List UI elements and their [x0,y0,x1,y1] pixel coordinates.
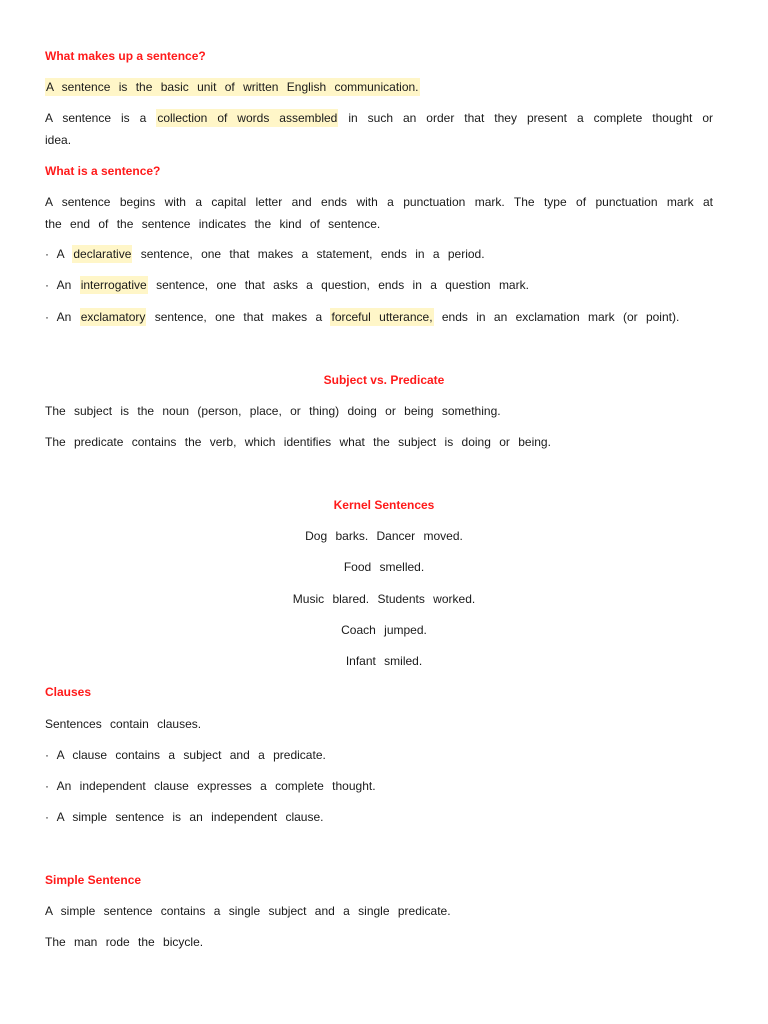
kernel-example: Dog barks. Dancer moved. [305,529,463,543]
kernel-example: Music blared. Students worked. [292,592,476,606]
text-fragment: sentence, one that asks a question, ends in a question mark. [147,278,529,292]
highlighted-term-forceful: forceful utterance, [331,310,433,324]
highlighted-term-interrogative: interrogative [80,278,147,292]
paragraph-clauses: Sentences contain clauses. [45,717,202,731]
paragraph-subject: The subject is the noun (person, place, or thing) doing or being something. [45,404,501,418]
bullet-exclamatory [45,309,713,325]
paragraph-collection-line2: idea. [45,133,72,147]
bullet-interrogative [45,277,713,293]
paragraph-predicate: The predicate contains the verb, which identifies what the subject is doing or being. [45,435,551,449]
bullet-independent-clause: · An independent clause expresses a complete thought. [45,779,376,793]
paragraph-example-bicycle: The man rode the bicycle. [45,935,204,949]
highlighted-sentence: A sentence is the basic unit of written English communication. [46,80,419,94]
text-fragment: · An [45,310,80,324]
kernel-example: Coach jumped. [341,623,427,637]
section-heading-what-makes-up: What makes up a sentence? [45,49,206,63]
bullet-simple-sentence: · A simple sentence is an independent clause. [45,810,324,824]
paragraph-collection-line1 [45,110,713,126]
highlighted-term-declarative: declarative [73,247,132,261]
highlighted-phrase: collection of words assembled [157,111,338,125]
text-fragment: sentence, one that makes a statement, ends in a period. [132,247,485,261]
paragraph-simple-definition: A simple sentence contains a single subject and a single predicate. [45,904,451,918]
text-fragment: sentence, one that makes a [146,310,331,324]
kernel-example: Infant smiled. [345,654,423,668]
section-heading-clauses: Clauses [45,685,92,699]
highlighted-term-exclamatory: exclamatory [80,310,146,324]
paragraph-capital-line1: A sentence begins with a capital letter and ends with a punctuation mark. The type of punctuation mark at [45,195,713,209]
text-fragment: A sentence is a [45,111,157,125]
kernel-example: Food smelled. [343,560,425,574]
text-fragment: · A [45,247,73,261]
paragraph-capital-line2: the end of the sentence indicates the kind of sentence. [45,217,381,231]
section-heading-subject-predicate: Subject vs. Predicate [323,373,445,387]
bullet-declarative [45,246,713,262]
text-fragment: in such an order that they present a complete thought or [338,111,713,125]
bullet-clause-definition: · A clause contains a subject and a predicate. [45,748,326,762]
text-fragment: · An [45,278,80,292]
section-heading-simple-sentence: Simple Sentence [45,873,142,887]
paragraph-basic-unit [45,79,713,95]
section-heading-kernel: Kernel Sentences [333,498,435,512]
section-heading-what-is: What is a sentence? [45,164,161,178]
text-fragment: ends in an exclamation mark (or point). [433,310,680,324]
